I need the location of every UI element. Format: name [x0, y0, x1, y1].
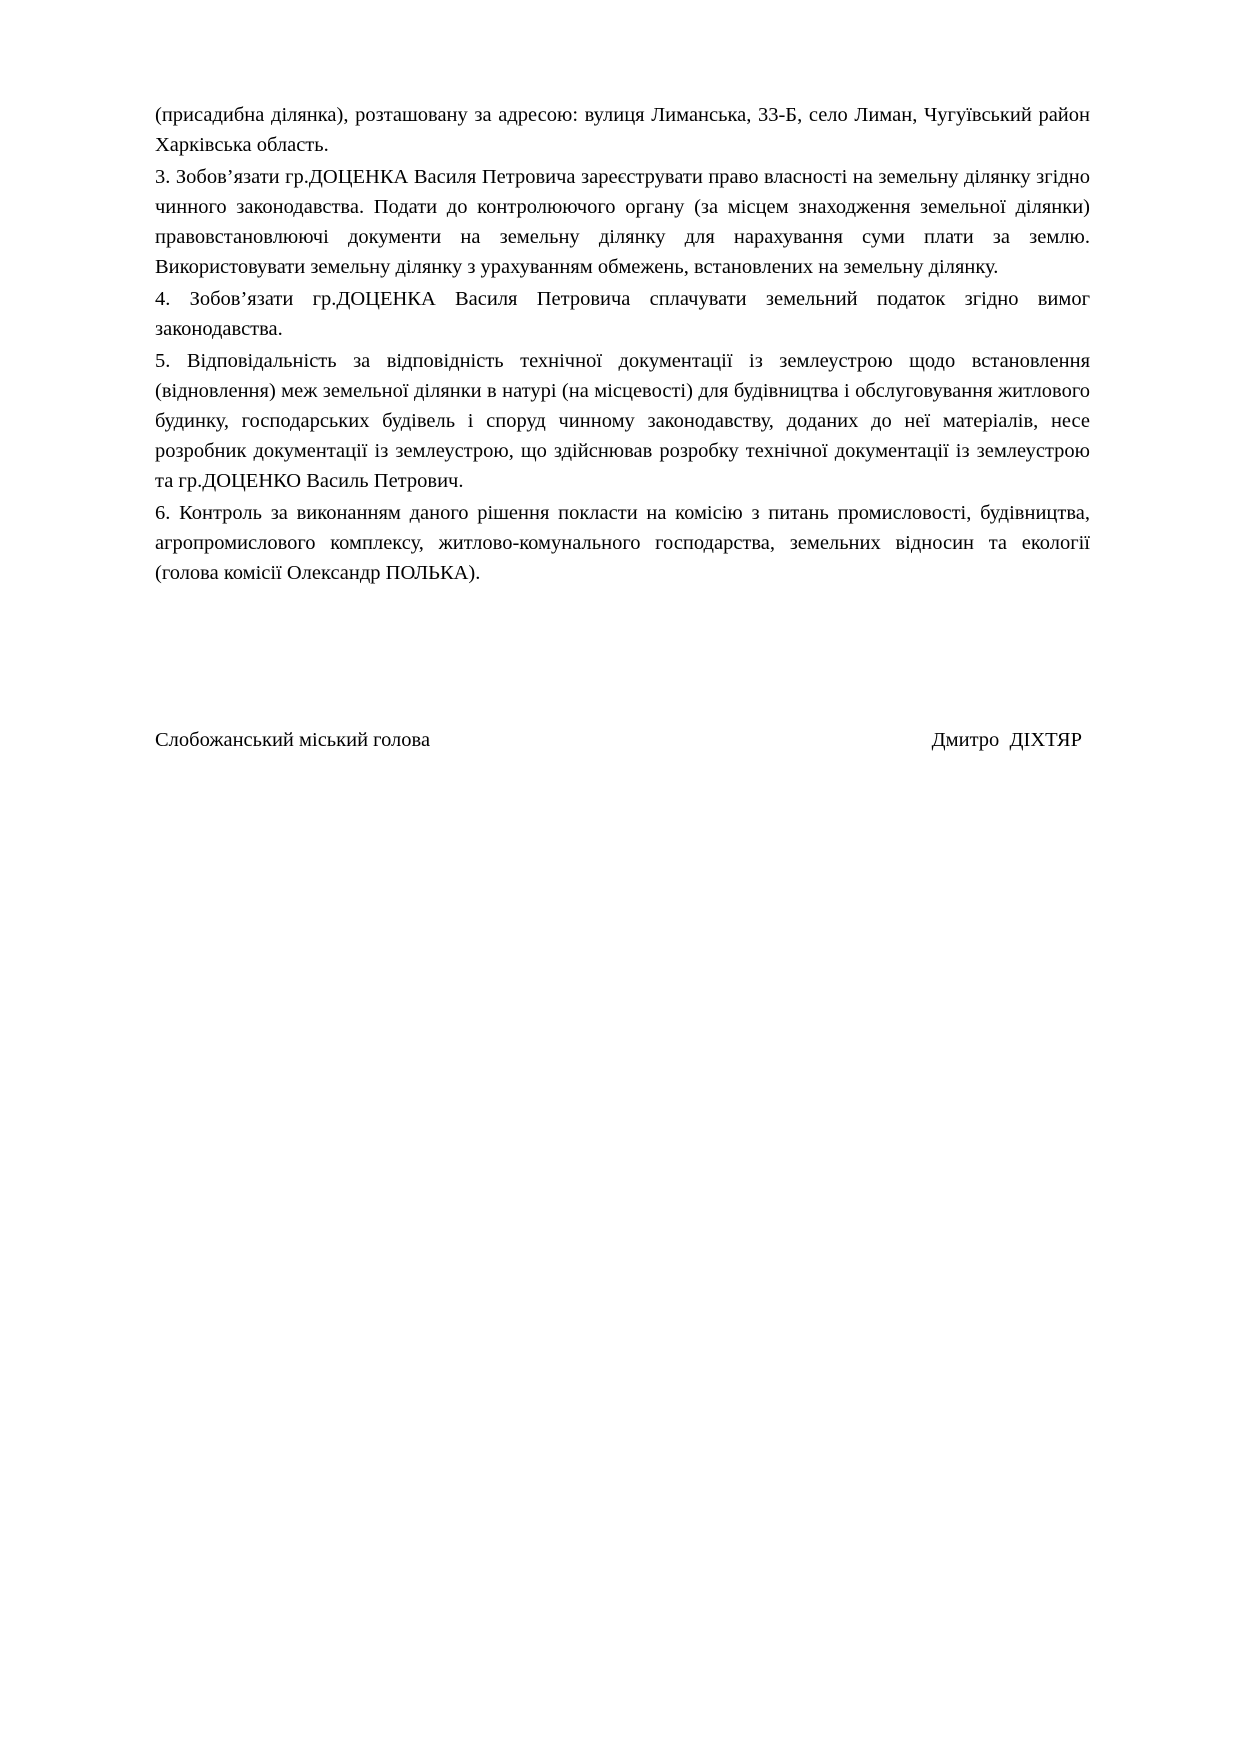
- signature-name: Дмитро ДІХТЯР: [931, 728, 1082, 751]
- paragraph-address: (присадибна ділянка), розташовану за адресою: вулиця Лиманська, 33-Б, село Лиман, Чугуївський район Харківська область.: [155, 104, 1090, 157]
- paragraph-item-5: 5. Відповідальність за відповідність технічної документації із землеустрою щодо встановлення (відновлення) меж земельної ділянки в натурі (на місцевості) для будівництва і обслуговування житлового будинку, господарських будівель і споруд чинному законодавству, доданих до неї матеріалів, несе розробник документації із землеустрою, що здійснював розробку технічної документації із землеустрою та гр.ДОЦЕНКО Василь Петрович.: [155, 350, 1090, 493]
- signature-block: [155, 725, 1090, 755]
- document-body: [155, 100, 1090, 755]
- paragraph-item-4: 4. Зобов’язати гр.ДОЦЕНКА Василя Петровича сплачувати земельний податок згідно вимог законодавства.: [155, 288, 1090, 341]
- signature-title: Слобожанський міський голова: [155, 728, 431, 751]
- paragraph-item-3: 3. Зобов’язати гр.ДОЦЕНКА Василя Петровича зареєструвати право власності на земельну ділянку згідно чинного законодавства. Подати до контролюючого органу (за місцем знаходження земельної ділянки) правовстановлюючі документи на земельну ділянку для нарахування суми плати за землю. Використовувати земельну ділянку з урахуванням обмежень, встановлених на земельну ділянку.: [155, 166, 1090, 279]
- paragraph-item-6: 6. Контроль за виконанням даного рішення покласти на комісію з питань промисловості, будівництва, агропромислового комплексу, житлово-комунального господарства, земельних відносин та екології (голова комісії Олександр ПОЛЬКА).: [155, 502, 1090, 585]
